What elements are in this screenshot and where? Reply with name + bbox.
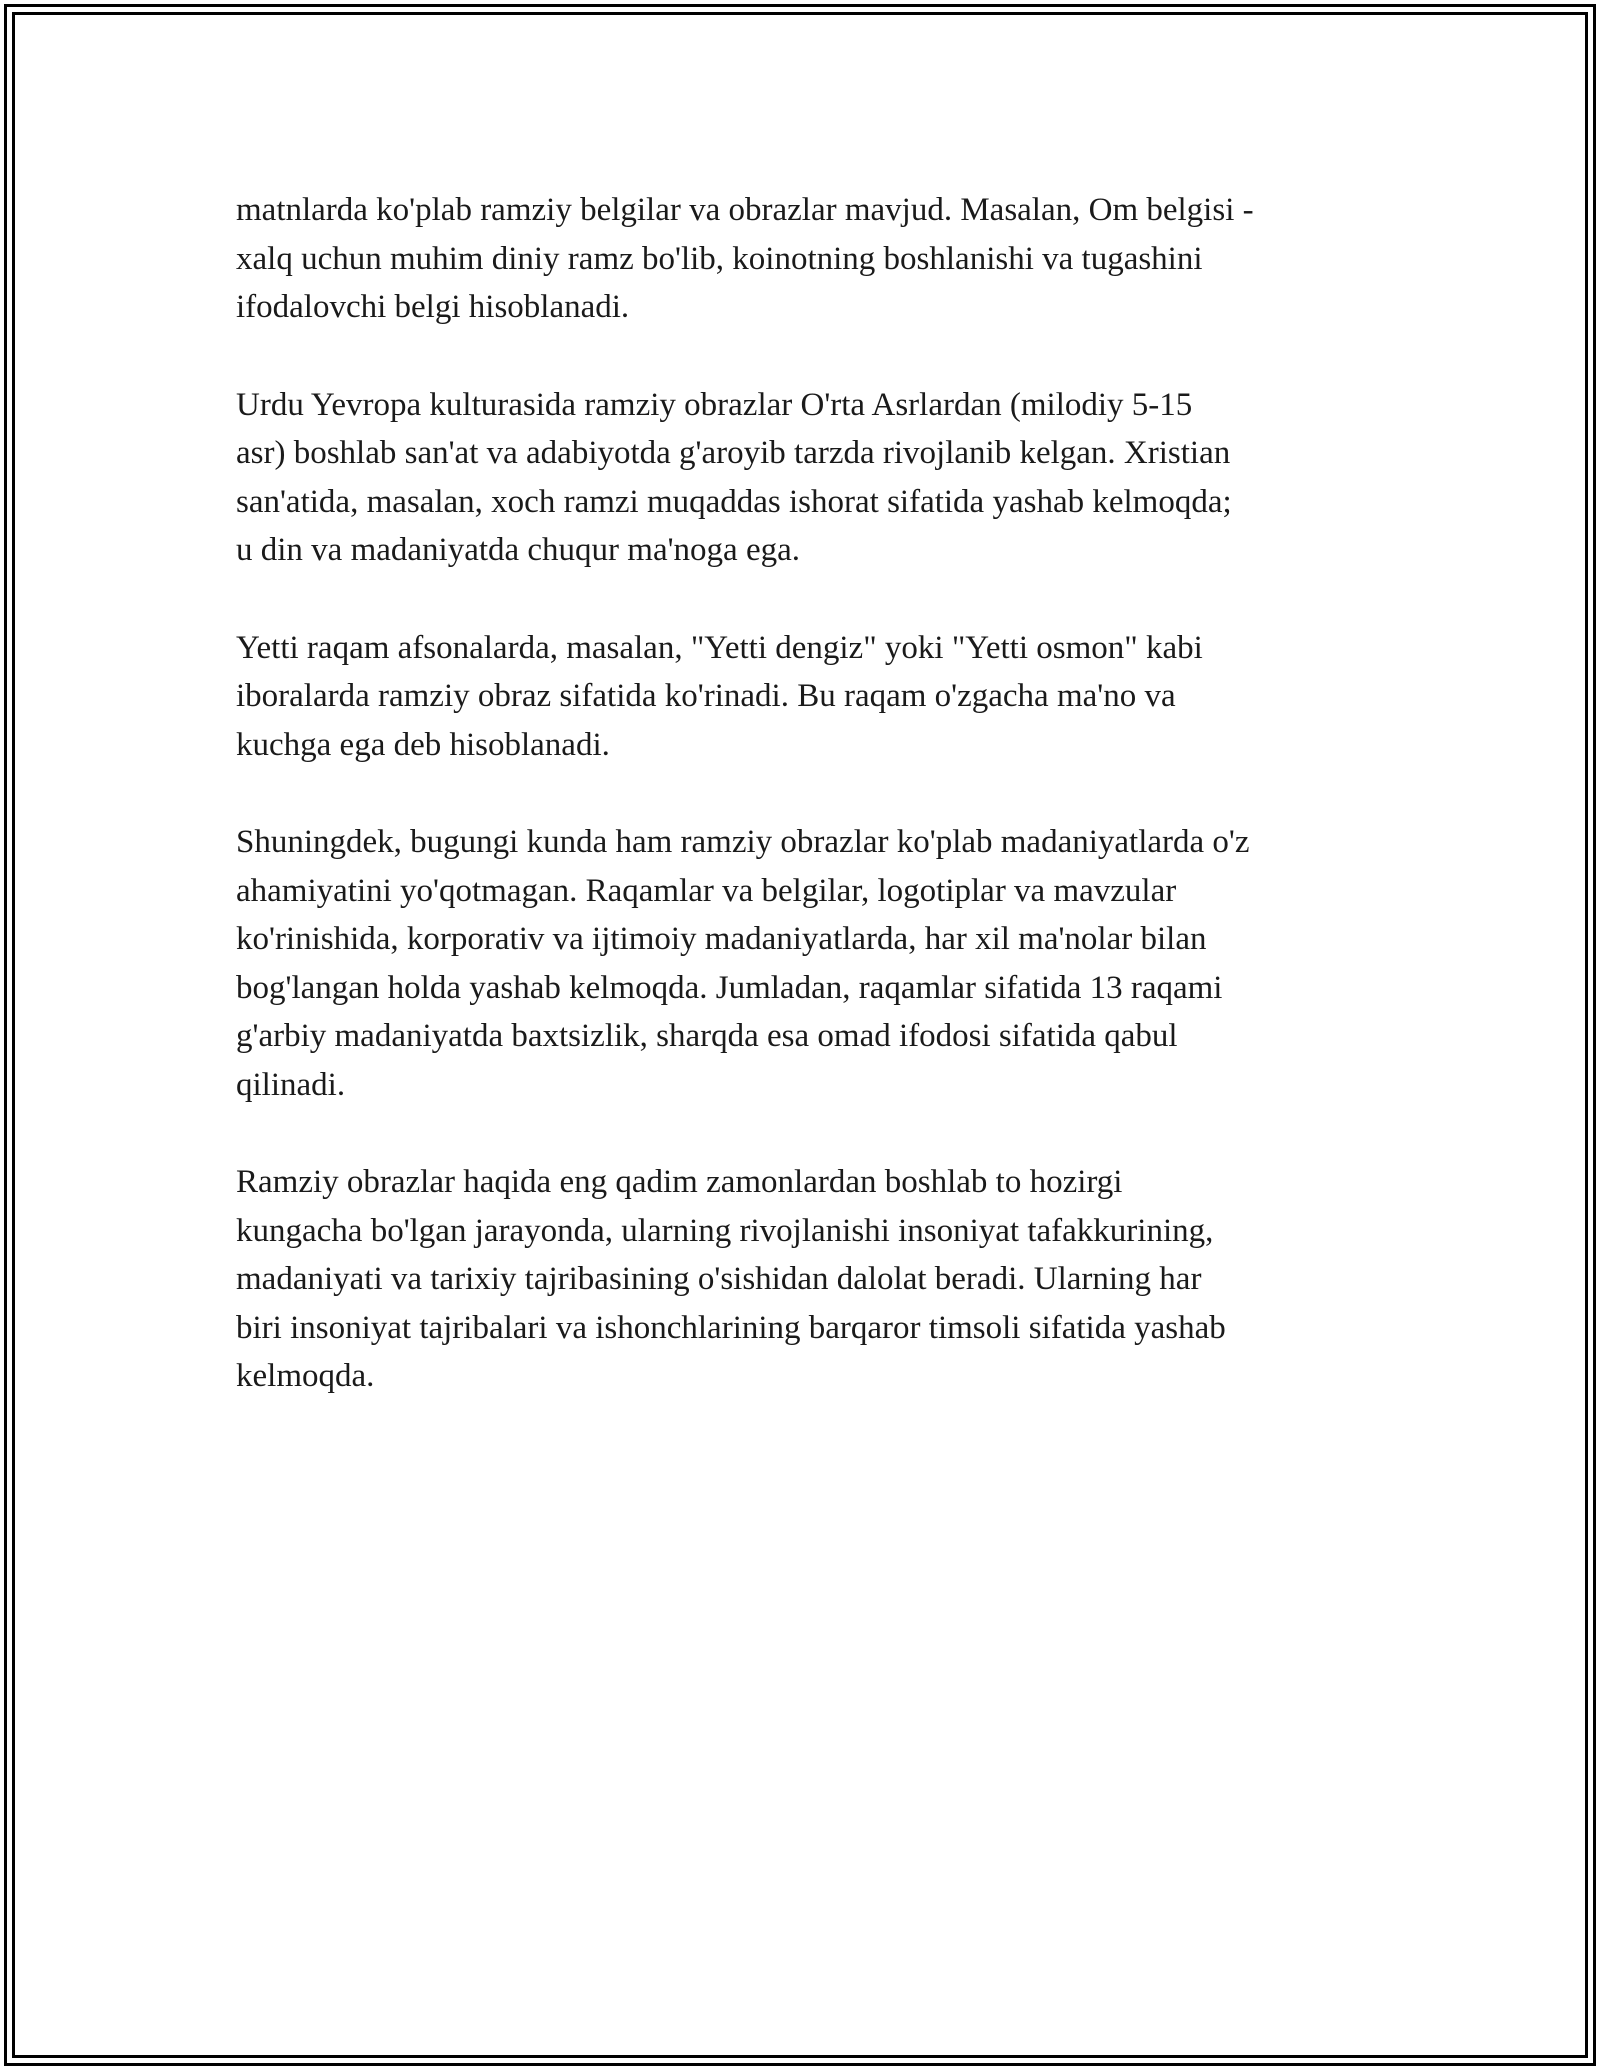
text-line: Shuningdek, bugungi kunda ham ramziy obrazlar ko'plab madaniyatlarda o'z [236,824,1250,860]
paragraph [236,1158,1386,1401]
text-line: g'arbiy madaniyatda baxtsizlik, sharqda esa omad ifodosi sifatida qabul [236,1018,1178,1054]
text-line: ifodalovchi belgi hisoblanadi. [236,289,630,325]
paragraph [236,624,1386,770]
document-body [236,186,1386,1450]
text-line: ko'rinishida, korporativ va ijtimoiy madaniyatlarda, har xil ma'nolar bilan [236,921,1207,957]
text-line: u din va madaniyatda chuqur ma'noga ega. [236,532,800,568]
paragraph [236,818,1386,1109]
text-line: qilinadi. [236,1066,346,1103]
text-line: matnlarda ko'plab ramziy belgilar va obrazlar mavjud. Masalan, Om belgisi - [236,192,1254,228]
text-line: Ramziy obrazlar haqida eng qadim zamonlardan boshlab to hozirgi [236,1164,1123,1200]
text-line: bog'langan holda yashab kelmoqda. Jumladan, raqamlar sifatida 13 raqami [236,969,1223,1006]
text-line: san'atida, masalan, xoch ramzi muqaddas ishorat sifatida yashab kelmoqda; [236,483,1232,520]
text-line: Urdu Yevropa kulturasida ramziy obrazlar O'rta Asrlardan (milodiy 5-15 [236,386,1193,423]
text-line: kungacha bo'lgan jarayonda, ularning rivojlanishi insoniyat tafakkurining, [236,1212,1214,1249]
text-line: kelmoqda. [236,1358,375,1394]
text-line: ahamiyatini yo'qotmagan. Raqamlar va belgilar, logotiplar va mavzular [236,872,1177,909]
text-line: xalq uchun muhim diniy ramz bo'lib, koinotning boshlanishi va tugashini [236,240,1203,277]
paragraph [236,186,1386,332]
text-line: madaniyati va tarixiy tajribasining o'sishidan dalolat beradi. Ularning har [236,1261,1202,1297]
text-line: Yetti raqam afsonalarda, masalan, "Yetti dengiz" yoki "Yetti osmon" kabi [236,629,1203,666]
paragraph [236,381,1386,575]
text-line: iboralarda ramziy obraz sifatida ko'rinadi. Bu raqam o'zgacha ma'no va [236,678,1176,714]
text-line: biri insoniyat tajribalari va ishonchlarining barqaror timsoli sifatida yashab [236,1309,1226,1346]
text-line: asr) boshlab san'at va adabiyotda g'aroyib tarzda rivojlanib kelgan. Xristian [236,435,1231,471]
text-line: kuchga ega deb hisoblanadi. [236,726,610,763]
